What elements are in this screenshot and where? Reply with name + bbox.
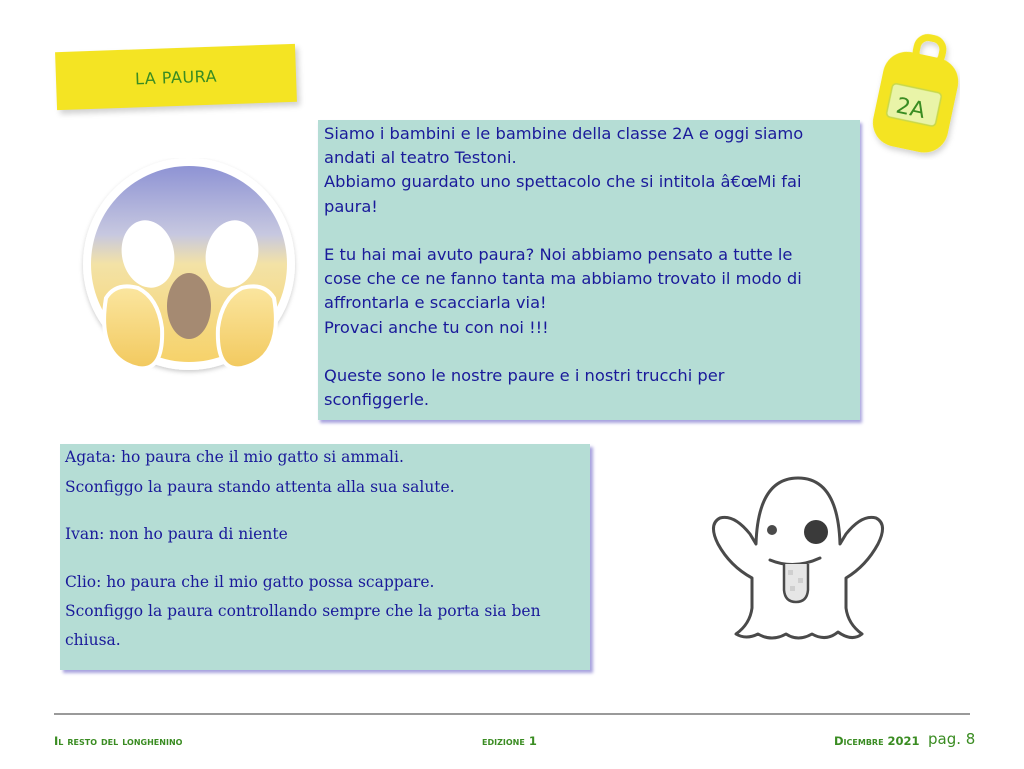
intro-line: Siamo i bambini e le bambine della classe 2A e oggi siamo bbox=[324, 124, 804, 143]
story-line: Clio: ho paura che il mio gatto possa scappare. bbox=[65, 573, 435, 591]
footer-divider bbox=[54, 713, 970, 715]
intro-line bbox=[324, 340, 854, 364]
intro-text-box bbox=[318, 120, 860, 420]
story-line: Sconfiggo la paura controllando sempre che la porta sia ben bbox=[65, 602, 541, 620]
footer-newspaper-name: Il resto del longhenino bbox=[54, 734, 183, 748]
class-badge-icon bbox=[860, 30, 960, 160]
story-line: chiusa. bbox=[65, 631, 121, 649]
title-banner bbox=[55, 44, 297, 110]
intro-line: Abbiamo guardato uno spettacolo che si intitola â€œMi fai bbox=[324, 172, 802, 192]
intro-line: Queste sono le nostre paure e i nostri trucchi per bbox=[324, 365, 725, 385]
intro-line: E tu hai mai avuto paura? Noi abbiamo pensato a tutte le bbox=[324, 244, 793, 264]
story-line: Ivan: non ho paura di niente bbox=[65, 525, 288, 543]
intro-line: sconfiggerle. bbox=[324, 390, 430, 410]
intro-line: Provaci anche tu con noi !!! bbox=[324, 317, 549, 337]
screaming-face-icon bbox=[78, 158, 300, 382]
footer-page-number: pag. 8 bbox=[928, 730, 976, 748]
badge-label: 2A bbox=[893, 93, 928, 125]
stories-text-box bbox=[60, 444, 590, 670]
story-line: Agata: ho paura che il mio gatto si ammali. bbox=[65, 448, 404, 466]
intro-line bbox=[324, 219, 854, 243]
intro-line: paura! bbox=[324, 196, 378, 216]
footer-date: Dicembre 2021 bbox=[834, 734, 920, 748]
page-title: LA PAURA bbox=[134, 66, 218, 88]
ghost-icon bbox=[706, 474, 888, 644]
footer-edition: edizione 1 bbox=[482, 734, 537, 748]
intro-line: affrontarla e scacciarla via! bbox=[324, 293, 547, 313]
intro-line: andati al teatro Testoni. bbox=[324, 148, 517, 168]
story-line: Sconfiggo la paura stando attenta alla sua salute. bbox=[65, 478, 455, 496]
intro-line: cose che ce ne fanno tanta ma abbiamo trovato il modo di bbox=[324, 269, 802, 289]
